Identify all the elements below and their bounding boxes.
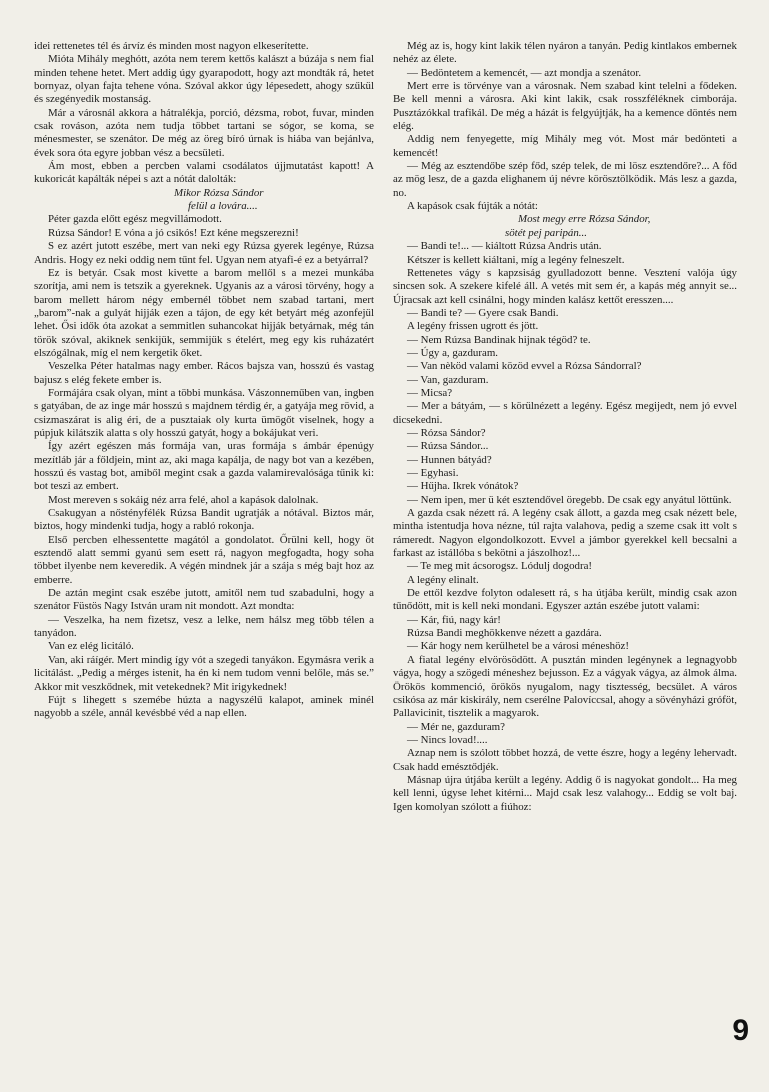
paragraph: — Rúzsa Sándor... xyxy=(407,440,489,453)
paragraph: — Te meg mit ácsorogsz. Lódulj dogodra! xyxy=(407,560,593,573)
song-verse-line: Most megy erre Rózsa Sándor, xyxy=(518,213,651,226)
paragraph: — Hűjha. Ikrek vónátok? xyxy=(407,480,519,493)
page-number: 9 xyxy=(732,1014,749,1047)
paragraph: — Kár hogy nem kerülhetel be a városi méneshöz! xyxy=(407,640,629,653)
paragraph: — Nincs lovad!.... xyxy=(407,733,488,746)
paragraph: — Nem Rúzsa Bandinak hijnak tégöd? te. xyxy=(407,333,591,346)
paragraph: — Van nèköd valami közöd evvel a Rózsa Sándorral? xyxy=(407,360,642,373)
paragraph: Mert erre is törvénye van a városnak. Nem szabad kint telelni a fődeken. Be kell menni a városra. Aki kint lakik, csak rosszféléknek cimborája. Pusztázókkal trafikál. De még a házát is felgyújtják, ha a kemence döntés nem elég. xyxy=(393,80,737,133)
paragraph: — Veszelka, ha nem fizetsz, vesz a lelke, nem hálsz meg több télen a tanyádon. xyxy=(34,613,374,640)
paragraph: A fiatal legény elvörösödött. A pusztán minden legénynek a legnagyobb vágya, hogy a szögedi méneshez bejusson. Ez a vágyak vágya, az álmok álma. Örökös kommenció, örökös nyugalom, nagy tisztesség, becsület. A város csikósa az már kiskirály, nem cserélne Palovíccsal, ahogy a sövényházi gróföt, Pallavicinit, tisztelik a magyarok. xyxy=(393,653,737,720)
paragraph: — Mér ne, gazduram? xyxy=(407,720,505,733)
paragraph: Kétszer is kellett kiáltani, míg a legény felneszelt. xyxy=(407,253,625,266)
paragraph: A legény frissen ugrott és jött. xyxy=(407,320,539,333)
paragraph: — Bedöntetem a kemencét, — azt mondja a szenátor. xyxy=(407,66,642,79)
paragraph: Van ez elég licitáló. xyxy=(48,640,134,653)
paragraph: Rúzsa Bandi meghökkenve nézett a gazdára. xyxy=(407,627,602,640)
paragraph: Van, aki ráígér. Mert mindig így vót a szegedi tanyákon. Egymásra verik a licitálást. „Pedig a mérges istenit, ha én ki nem tudom venni belőle, más se.” Akkor mit veszkődnek, mit vetekednek? Mit irigykednek! xyxy=(34,653,374,693)
paragraph: De ettől kezdve folyton odalesett rá, s ha útjába került, mindig csak azon tűnődött, mit is kell neki mondani. Egyszer aztán eszébe jutott valami: xyxy=(393,587,737,613)
paragraph: Rúzsa Sándor! E vóna a jó csikós! Ezt kéne megszerezni! xyxy=(48,226,299,239)
paragraph: A gazda csak nézett rá. A legény csak állott, a gazda meg csak nézett bele, mintha istentudja hova nézne, túl rajta valahova, pedig a szeme csak itt volt s rámeredt. Nagyon elgondolkozott. Evvel a jámbor gyerekkel kell becsalni a farkast az istállóba s bekötni a jászolhoz!... xyxy=(393,507,737,560)
paragraph: Még az is, hogy kint lakik télen nyáron a tanyán. Pedig kintlakos embernek nehéz az élete. xyxy=(393,40,737,66)
paragraph: Fújt s lihegett s szemébe húzta a nagyszélű kalapot, aminek minél nagyobb a széle, annál kevésbbé véd a nap ellen. xyxy=(34,693,374,720)
paragraph: A legény elinalt. xyxy=(407,573,479,586)
left-text-column xyxy=(34,40,374,721)
paragraph: Mióta Mihály meghótt, azóta nem terem kettős kalászt a búzája s nem fial minden tehene hetet. Mert addig úgy gyarapodott, hogy azt mondták rá, hetet bornyaz, olyan fajta tehene vóna. Szóval akkor úgy lépesedett, ahogy szűkül és szegényedik mostanság. xyxy=(34,53,374,106)
paragraph: Csakugyan a nőstényfélék Rúzsa Bandit ugratják a nótával. Biztos már, biztos, hogy mindenki tudja, hogy a rabló rokonja. xyxy=(34,507,374,533)
paragraph: Ám most, ebben a percben valami csodálatos újjmutatást kapott! A kukoricát kapálták népei s azt a nótát dalolták: xyxy=(34,160,374,186)
paragraph: — Nem ipen, mer ü két esztendővel öregebb. De csak egy anyátul löttünk. xyxy=(407,493,732,506)
paragraph: Másnap újra útjába került a legény. Addig ő is nagyokat gondolt... Ha meg kell lenni, úgyse lehet kitérni... Majd csak lesz valahogy... Eddig se volt baj. Igen komolyan szólott a fiúhoz: xyxy=(393,773,737,813)
paragraph: Rettenetes vágy s kapzsiság gyulladozott benne. Vesztení valója úgy sincsen sok. A szekere kifelé áll. A vetés mit sem ér, a kapás még annyit se... Újracsak azt kell csinálni, hogy minden kalász kettőt eresszen.... xyxy=(393,266,737,306)
paragraph: — Van, gazduram. xyxy=(407,373,489,386)
paragraph: S ez azért jutott eszébe, mert van neki egy Rúzsa gyerek legénye, Rúzsa Andris. Hogy ez neki oddig nem tűnt fel. Ugyan nem atyafi-é ez a betyárral? xyxy=(34,240,374,266)
paragraph: — Bandi te!... — kiáltott Rúzsa Andris után. xyxy=(407,240,602,253)
right-text-column xyxy=(393,40,737,814)
paragraph: A kapások csak fújták a nótát: xyxy=(407,200,538,213)
paragraph: — Kár, fiú, nagy kár! xyxy=(407,613,501,626)
paragraph: Péter gazda előtt egész megvillámodott. xyxy=(48,213,222,226)
paragraph: — Bandi te? — Gyere csak Bandi. xyxy=(407,306,559,319)
paragraph: Ez is betyár. Csak most kivette a barom mellől s a mezei munkába szorítja, ami nem is tetszik a gyereknek. Ugyanis az a városi törvény, hogy a barom mellett három négy embernél többet nem szabad tartani, mert „barom”-nak a gulyát hijják ezen a tájon, de egy két betyárt még azonfejül lehet. Ősi idők óta azokat a semmitlen suhancokat hijják betyárnak, még tán török szóval, akiknek senkijük, semmijük s ételért, meg egy kis ruházatért elszógálnak, míg el nem kergetik őket. xyxy=(34,266,374,359)
paragraph: Első percben elhessentette magától a gondolatot. Őrülni kell, hogy öt esztendő alatt semmi gyanú sem esett rá, nagyon megfogadta, hogy soha többet ilyenbe nem keveredik. A végén mindnek jár a szája s még bajt hoz az emberre. xyxy=(34,533,374,586)
paragraph: Így azért egészen más formája van, uras formája s ámbár épenúgy mezítláb jár a főldjein, mint az, aki maga kapálja, de nagy bot van a kezében, hosszú és vastag bot, amiből megint csak a gazda valamirevalósága tűnik ki: bot teszi az embert. xyxy=(34,440,374,493)
paragraph: idei rettenetes tél és árvíz és minden most nagyon elkeserítette. xyxy=(34,40,309,52)
paragraph: Már a városnál akkora a hátralékja, porció, dézsma, robot, fuvar, minden csak rováson, azóta nem tudja többet tartani se sógor, se koma, se ménesmester, se szenátor. De még az öreg bíró úrnak is hiába van bejánlva, évek sora óta egyre jobban vész a becsületi. xyxy=(34,106,374,159)
paragraph: Aznap nem is szólott többet hozzá, de vette észre, hogy a legény lehervadt. Csak hadd emésztődjék. xyxy=(393,747,737,773)
paragraph: — Micsa? xyxy=(407,386,453,399)
paragraph: — Hunnen bátyád? xyxy=(407,453,492,466)
song-verse-line: sötét pej paripán... xyxy=(505,226,587,239)
paragraph: — Még az esztendőbe szép főd, szép telek, de mi lösz esztendőre?... A főd az mög lesz, de a gazda elighanem új névre körösztölködik. Más lesz a gazda, no. xyxy=(393,160,737,199)
paragraph: Veszelka Péter hatalmas nagy ember. Rácos bajsza van, hosszú és vastag bajusz s elég fekete ember is. xyxy=(34,360,374,386)
paragraph: — Úgy a, gazduram. xyxy=(407,346,499,359)
paragraph: — Egyhasi. xyxy=(407,467,459,479)
song-verse-line: felül a lovára.... xyxy=(188,200,258,213)
paragraph: Most mereven s sokáig néz arra felé, ahol a kapások dalolnak. xyxy=(48,493,319,506)
paragraph: — Rózsa Sándor? xyxy=(407,426,486,439)
paragraph: Formájára csak olyan, mint a többi munkása. Vászonneműben van, ingben s gatyában, de az inge már hosszú s majdnem térdig ér, a gatyája meg rövid, a csizmaszárat is alig éri, de a pusztaiak oly kurta ümögőt viselnek, hogy a púpjuk kilátszik alatta s oly hosszú gatyát, hogy a bokájukat veri. xyxy=(34,386,374,439)
song-verse-line: Mikor Rózsa Sándor xyxy=(174,186,264,199)
paragraph: — Mer a bátyám, — s körülnézett a legény. Egész megijedt, nem jó evvel dicsekedni. xyxy=(393,400,737,426)
paragraph: De aztán megint csak eszébe jutott, amitől nem tud szabadulni, hogy a szenátor Füstös Nagy István uram nit mondott. Azt mondta: xyxy=(34,587,374,613)
paragraph: Addig nem fenyegette, míg Mihály meg vót. Most már bedönteti a kemencét! xyxy=(393,133,737,159)
